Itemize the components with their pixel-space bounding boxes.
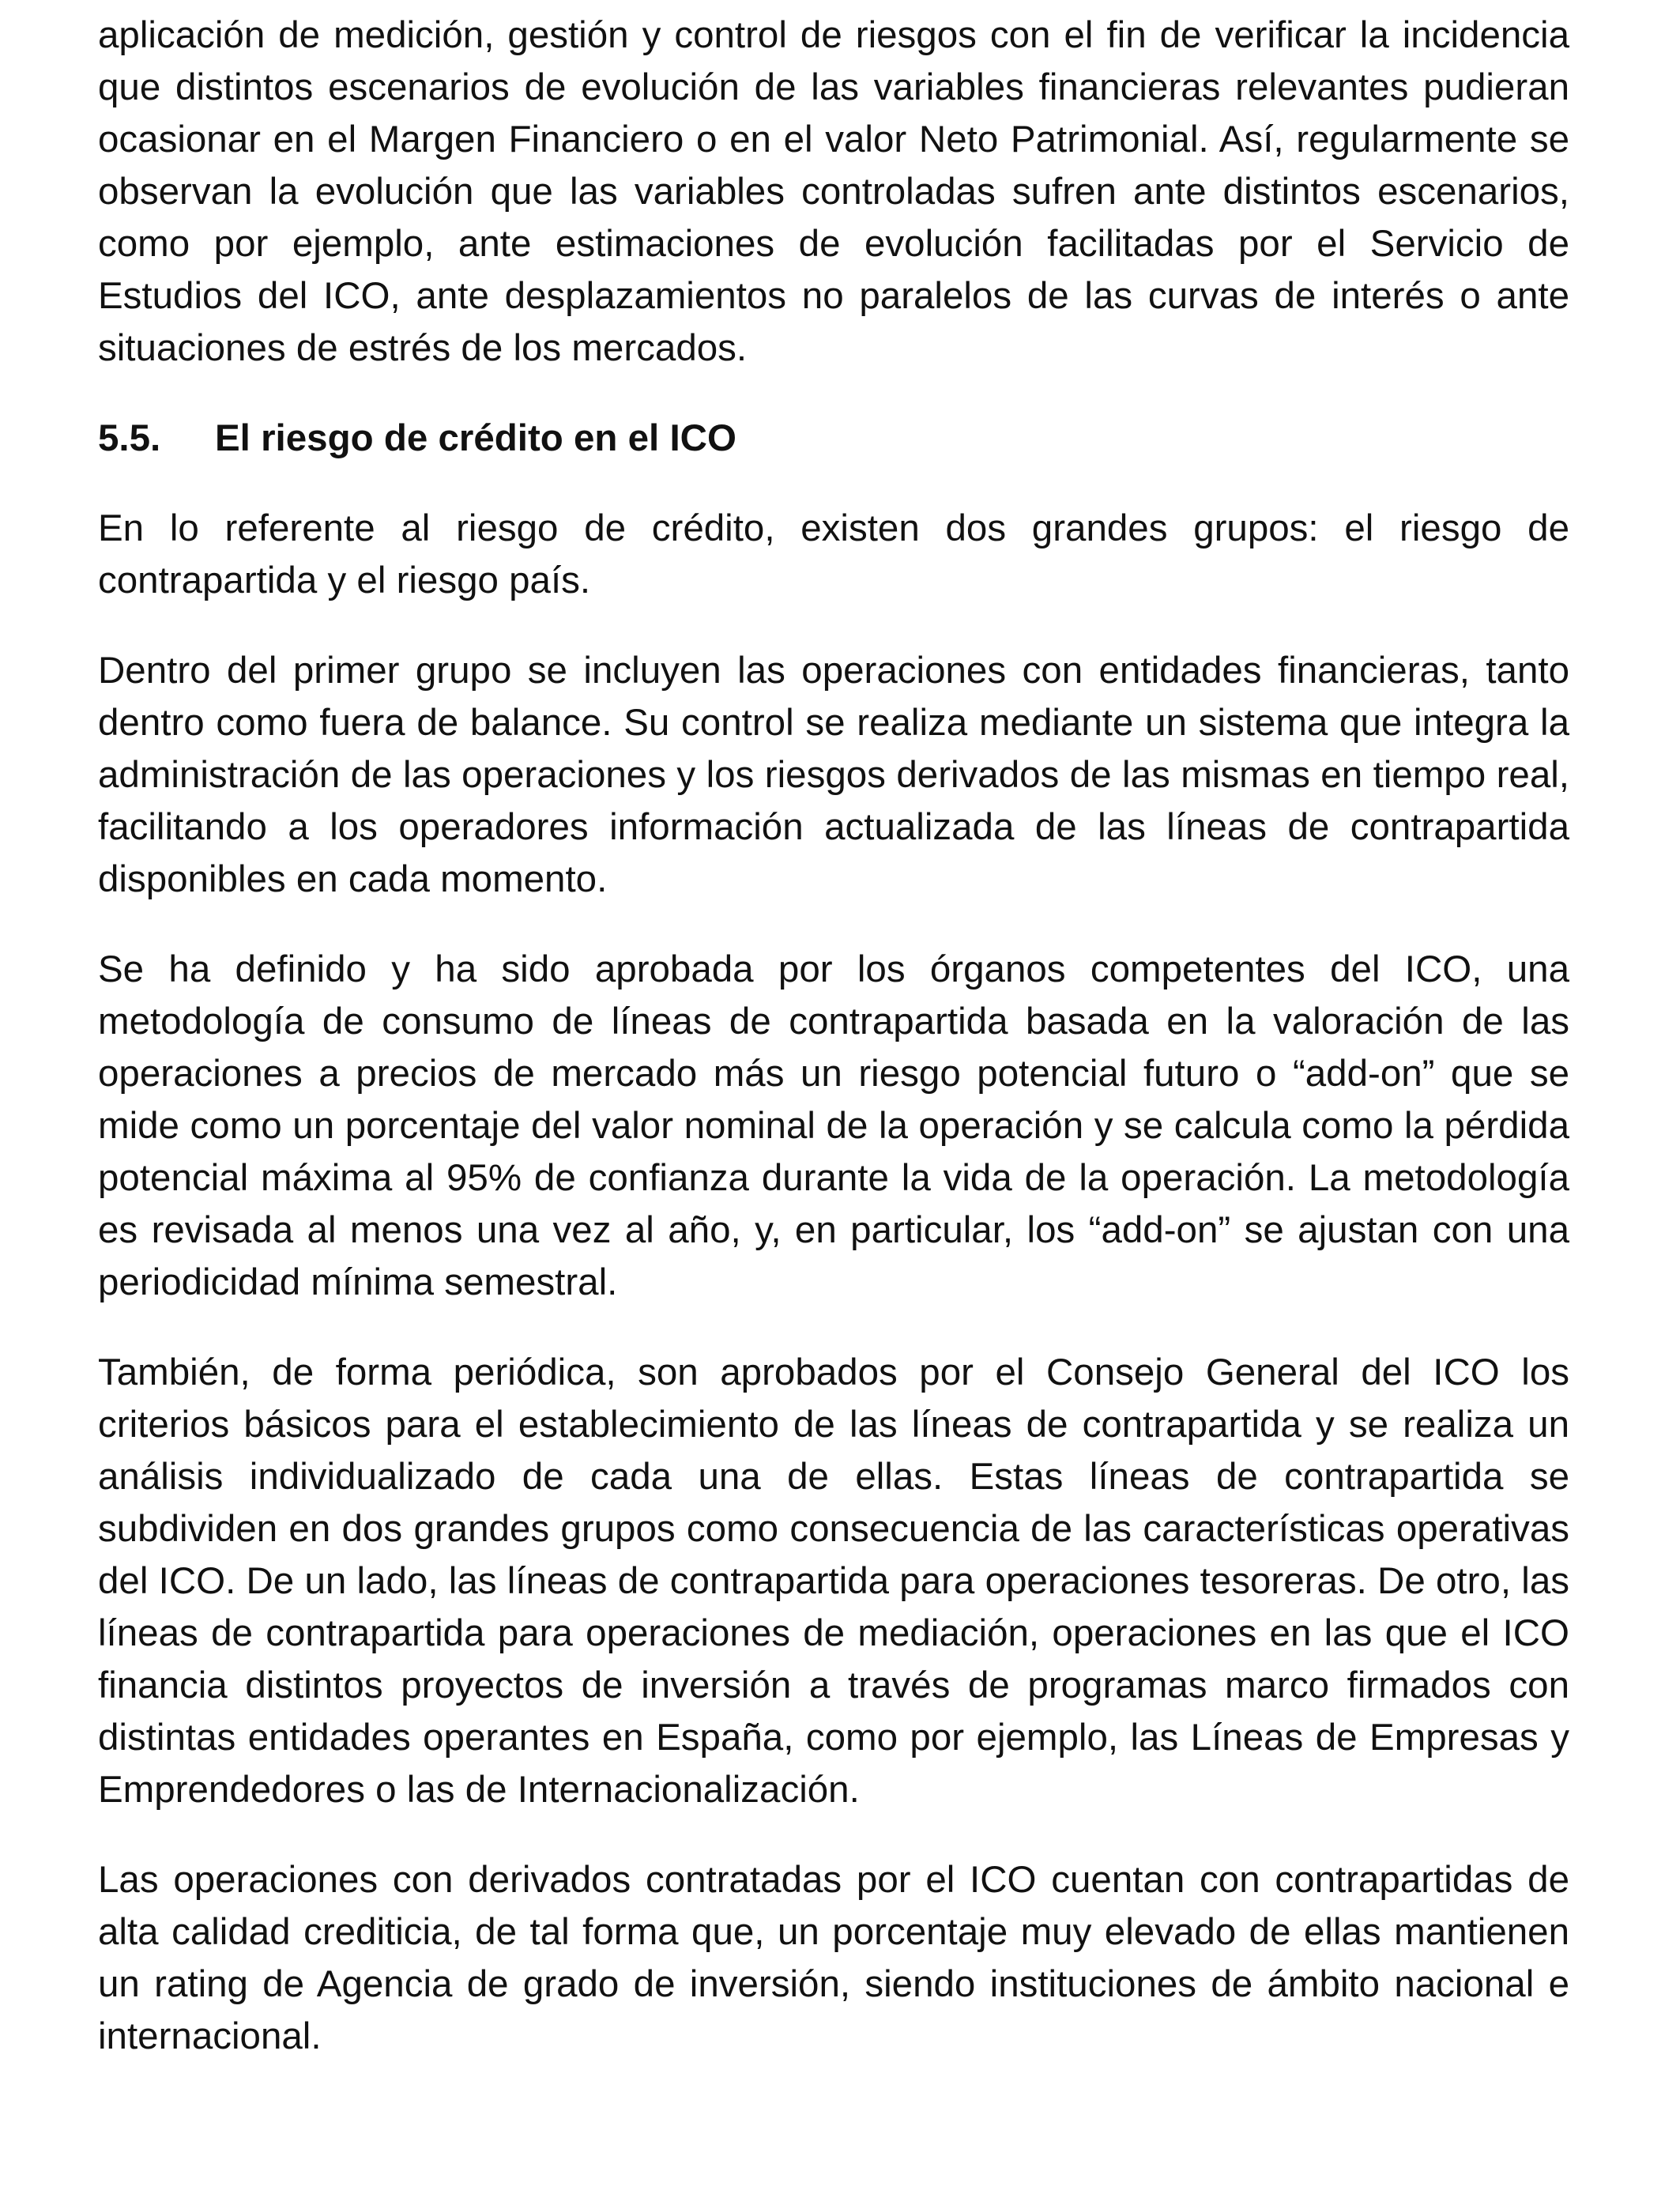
section-number: 5.5. xyxy=(98,417,161,459)
paragraph-counterparty-control: Dentro del primer grupo se incluyen las operaciones con entidades financieras, tanto dentro como fuera de balance. Su control se realiza mediante un sistema que integra la administración de las operaciones y los riesgos derivados de las mismas en tiempo real, facilitando a los operadores información actualizada de las líneas de contrapartida disponibles en cada momento. xyxy=(98,650,1569,900)
paragraph-counterparty-lines: También, de forma periódica, son aprobados por el Consejo General del ICO los criterios básicos para el establecimiento de las líneas de contrapartida y se realiza un análisis individualizado de cada una de ellas. Estas líneas de contrapartida se subdividen en dos grandes grupos como consecuencia de las características operativas del ICO. De un lado, las líneas de contrapartida para operaciones tesoreras. De otro, las líneas de contrapartida para operaciones de mediación, operaciones en las que el ICO financia distintos proyectos de inversión a través de programas marco firmados con distintas entidades operantes en España, como por ejemplo, las Líneas de Empresas y Emprendedores o las de Internacionalización. xyxy=(98,1351,1569,1811)
document-page xyxy=(98,9,1569,2063)
paragraph-credit-risk-groups: En lo referente al riesgo de crédito, existen dos grandes grupos: el riesgo de contrapartida y el riesgo país. xyxy=(98,507,1569,601)
section-heading xyxy=(98,413,1569,465)
intro-paragraph: aplicación de medición, gestión y control de riesgos con el fin de verificar la incidencia que distintos escenarios de evolución de las variables financieras relevantes pudieran ocasionar en el Margen Financiero o en el valor Neto Patrimonial. Así, regularmente se observan la evolución que las variables controladas sufren ante distintos escenarios, como por ejemplo, ante estimaciones de evolución facilitadas por el Servicio de Estudios del ICO, ante desplazamientos no paralelos de las curvas de interés o ante situaciones de estrés de los mercados. xyxy=(98,14,1569,369)
paragraph-methodology: Se ha definido y ha sido aprobada por los órganos competentes del ICO, una metodología de consumo de líneas de contrapartida basada en la valoración de las operaciones a precios de mercado más un riesgo potencial futuro o “add-on” que se mide como un porcentaje del valor nominal de la operación y se calcula como la pérdida potencial máxima al 95% de confianza durante la vida de la operación. La metodología es revisada al menos una vez al año, y, en particular, los “add-on” se ajustan con una periodicidad mínima semestral. xyxy=(98,948,1569,1303)
section-title: El riesgo de crédito en el ICO xyxy=(215,417,736,459)
paragraph-derivatives: Las operaciones con derivados contratadas por el ICO cuentan con contrapartidas de alta calidad crediticia, de tal forma que, un porcentaje muy elevado de ellas mantienen un rating de Agencia de grado de inversión, siendo instituciones de ámbito nacional e internacional. xyxy=(98,1859,1569,2057)
